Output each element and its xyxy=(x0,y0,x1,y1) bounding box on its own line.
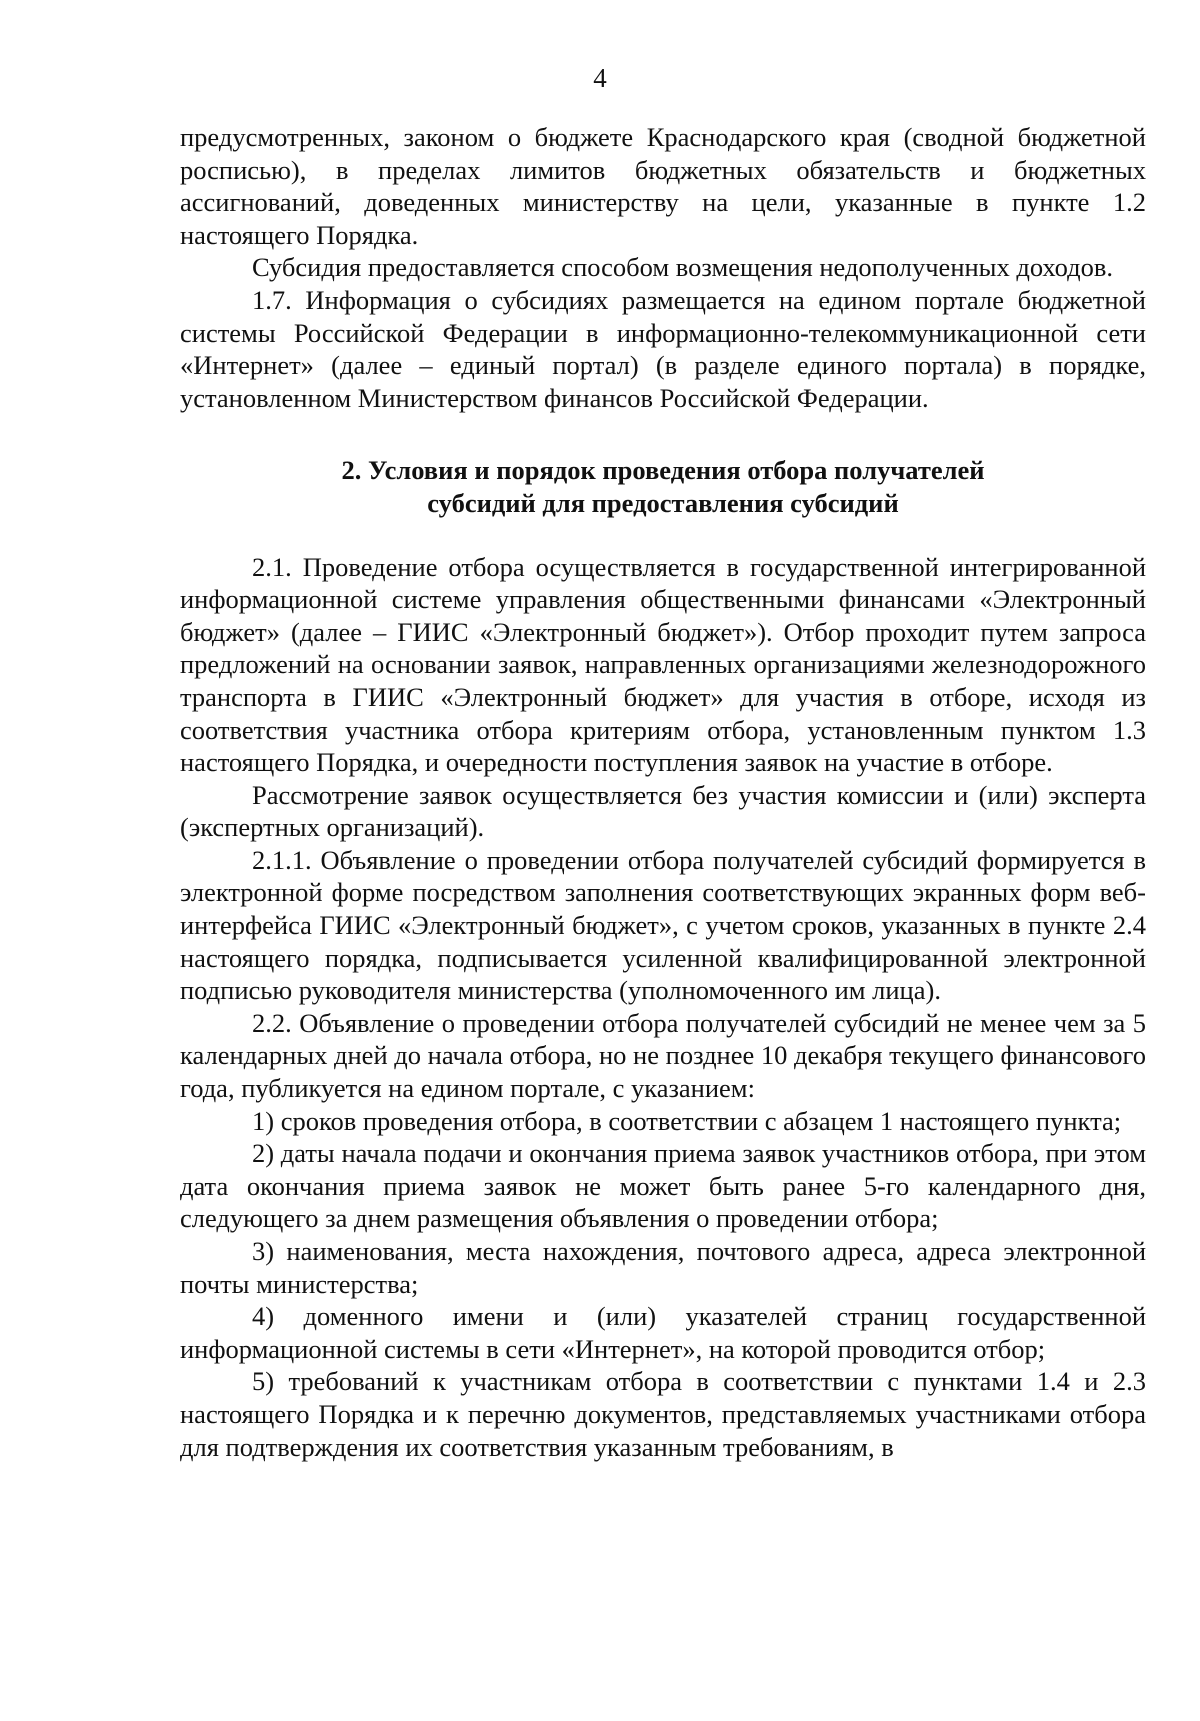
list-item: 1) сроков проведения отбора, в соответствии с абзацем 1 настоящего пункта; xyxy=(252,1105,1122,1136)
paragraph-2-2: 2.2. Объявление о проведении отбора получателей субсидий не менее чем за 5 календарных дней до начала отбора, но не позднее 10 декабря текущего финансового года, публикуется на едином портале, с указанием: xyxy=(180,1007,1146,1104)
page-number: 4 xyxy=(593,63,607,93)
paragraph-2-1: 2.1. Проведение отбора осуществляется в государственной интегрированной информационной системе управления общественными финансами «Электронный бюджет» (далее – ГИИС «Электронный бюджет»). Отбор проходит путем запроса предложений на основании заявок, направленных организациями железнодорожного транспорта в ГИИС «Электронный бюджет» для участия в отборе, исходя из соответствия участника отбора критериям отбора, установленным пунктом 1.3 настоящего Порядка, и очередности поступления заявок на участие в отборе. xyxy=(180,551,1146,778)
paragraph: Рассмотрение заявок осуществляется без участия комиссии и (или) эксперта (экспертных организаций). xyxy=(180,779,1146,843)
list-item: 5) требований к участникам отбора в соответствии с пунктами 1.4 и 2.3 настоящего Порядка и к перечню документов, представляемых участниками отбора для подтверждения их соответствия указанным требованиям, в xyxy=(180,1366,1146,1462)
paragraph-1-7: 1.7. Информация о субсидиях размещается на едином портале бюджетной системы Российской Федерации в информационно-телекоммуникационной сети «Интернет» (далее – единый портал) (в разделе единого портала) в порядке, установленном Министерством финансов Российской Федерации. xyxy=(180,284,1146,413)
paragraph-2-1-1: 2.1.1. Объявление о проведении отбора получателей субсидий формируется в электронной форме посредством заполнения соответствующих экранных форм веб-интерфейса ГИИС «Электронный бюджет», с учетом сроков, указанных в пункте 2.4 настоящего порядка, подписывается усиленной квалифицированной электронной подписью руководителя министерства (уполномоченного им лица). xyxy=(180,844,1146,1006)
section-heading-line: субсидий для предоставления субсидий xyxy=(427,487,899,518)
section-heading xyxy=(180,454,1146,519)
document-body xyxy=(180,121,1146,1463)
section-heading-line: 2. Условия и порядок проведения отбора получателей xyxy=(341,455,985,486)
paragraph: предусмотренных, законом о бюджете Краснодарского края (сводной бюджетной росписью), в пределах лимитов бюджетных обязательств и бюджетных ассигнований, доведенных министерству на цели, указанные в пункте 1.2 настоящего Порядка. xyxy=(180,122,1146,250)
list-item: 2) даты начала подачи и окончания приема заявок участников отбора, при этом дата окончания приема заявок не может быть ранее 5-го календарного дня, следующего за днем размещения объявления о проведении отбора; xyxy=(180,1138,1146,1234)
list-item: 3) наименования, места нахождения, почтового адреса, адреса электронной почты министерства; xyxy=(180,1236,1146,1299)
paragraph: Субсидия предоставляется способом возмещения недополученных доходов. xyxy=(252,252,1114,283)
list-item: 4) доменного имени и (или) указателей страниц государственной информационной системы в сети «Интернет», на которой проводится отбор; xyxy=(180,1301,1146,1364)
